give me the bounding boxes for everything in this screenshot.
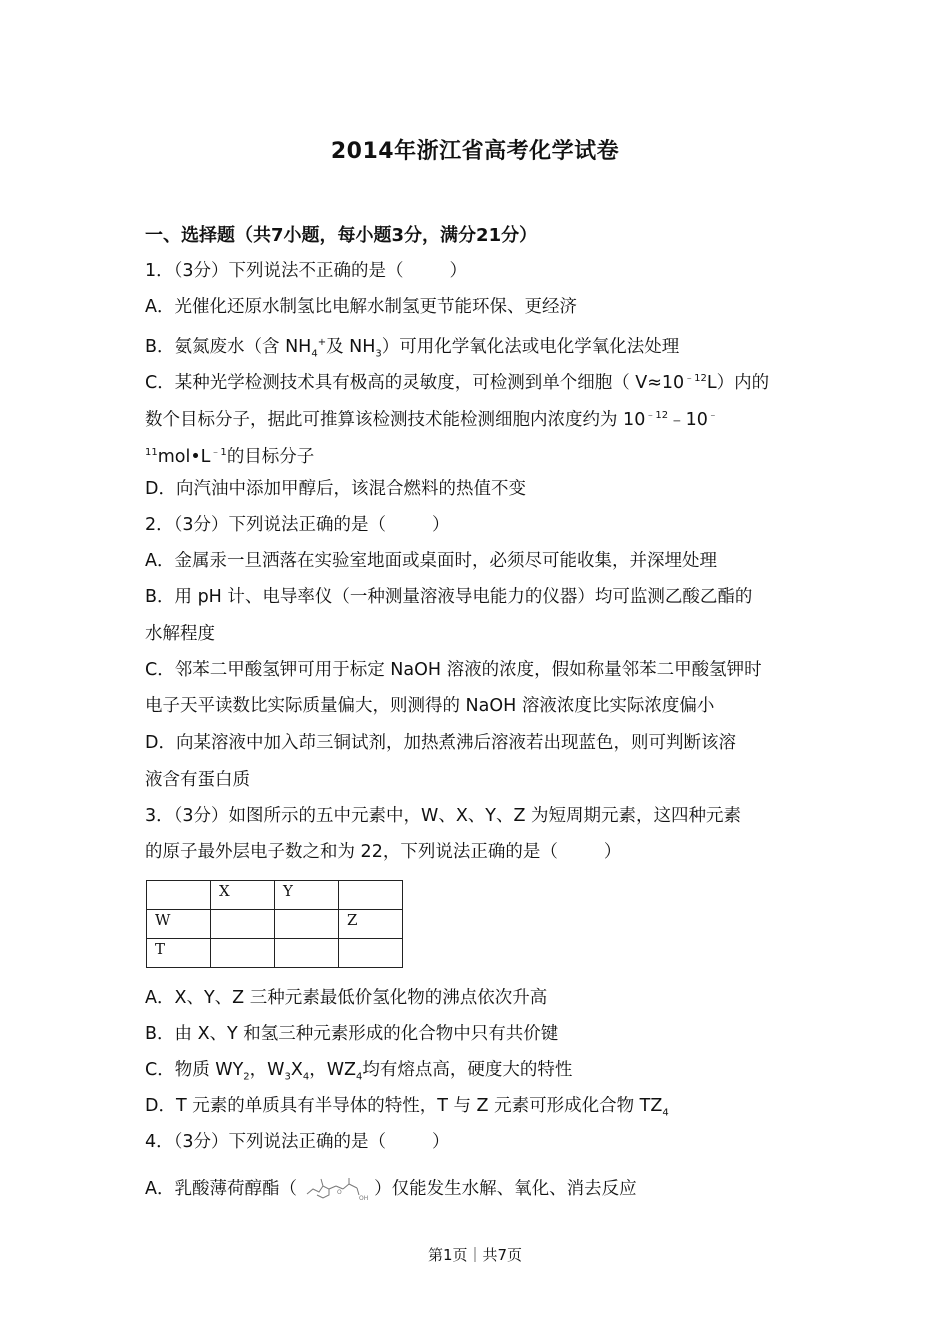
q4-option-a: A．乳酸薄荷醇酯（ OH O ）仅能发生水解、氧化、消去反应 xyxy=(145,1176,637,1202)
q3-option-d: D．T 元素的单质具有半导体的特性，T 与 Z 元素可形成化合物 $TZ_4$ xyxy=(145,1096,669,1119)
table-row xyxy=(147,881,403,910)
q1-option-c-line1: C．某种光学检测技术具有极高的灵敏度，可检测到单个细胞（ $V\approx 10^{﹣12}L$）内的 xyxy=(145,372,770,393)
page-footer: 第1页｜共7页 xyxy=(427,1246,523,1264)
table-cell xyxy=(211,939,275,968)
svg-text:O: O xyxy=(336,1189,342,1196)
table-row xyxy=(147,910,403,939)
periodic-table-fragment xyxy=(146,880,403,968)
molecule-structure-icon xyxy=(303,1176,369,1202)
table-cell xyxy=(275,910,339,939)
table-cell: Z xyxy=(339,910,403,939)
table-cell: W xyxy=(147,910,211,939)
q1-option-c-line3: $^{11}mol•L^{﹣1}$的目标分子 xyxy=(145,446,315,467)
question-1-stem: 1．（3分）下列说法不正确的是（ ） xyxy=(145,261,468,281)
table-row xyxy=(147,939,403,968)
svg-text:OH: OH xyxy=(358,1195,368,1202)
table-cell: X xyxy=(211,881,275,910)
q2-option-b-line1: B．用 pH 计、电导率仪（一种测量溶液导电能力的仪器）均可监测乙酸乙酯的 xyxy=(145,587,753,607)
q3-option-c: C．物质 $WY_2$，$W_3X_4$，$WZ_4$均有熔点高，硬度大的特性 xyxy=(145,1060,573,1083)
q2-option-b-line2: 水解程度 xyxy=(145,624,215,644)
q2-option-c-line1: C．邻苯二甲酸氢钾可用于标定 NaOH 溶液的浓度，假如称量邻苯二甲酸氢钾时 xyxy=(145,660,762,680)
table-cell xyxy=(211,910,275,939)
page-title: 2014年浙江省高考化学试卷 xyxy=(330,139,620,164)
table-cell xyxy=(275,939,339,968)
question-3-stem-line2: 的原子最外层电子数之和为 22，下列说法正确的是（ ） xyxy=(145,842,622,862)
q2-option-c-line2: 电子天平读数比实际质量偏大，则测得的 NaOH 溶液浓度比实际浓度偏小 xyxy=(145,696,715,716)
table-cell xyxy=(339,939,403,968)
question-3-stem-line1: 3．（3分）如图所示的五中元素中，W、X、Y、Z 为短周期元素，这四种元素 xyxy=(145,806,742,826)
q1-option-d: D．向汽油中添加甲醇后，该混合燃料的热值不变 xyxy=(145,479,526,499)
q2-option-a: A．金属汞一旦洒落在实验室地面或桌面时，必须尽可能收集，并深埋处理 xyxy=(145,551,717,571)
q2-option-d-line2: 液含有蛋白质 xyxy=(145,770,250,790)
table-cell: T xyxy=(147,939,211,968)
table-cell: Y xyxy=(275,881,339,910)
section-heading: 一、选择题（共7小题，每小题3分，满分21分） xyxy=(145,225,538,246)
q1-option-a: A．光催化还原水制氢比电解水制氢更节能环保、更经济 xyxy=(145,297,577,317)
q1-option-c-line2: 数个目标分子，据此可推算该检测技术能检测细胞内浓度约为 $10^{﹣12}﹣10^﹣$ xyxy=(145,409,718,430)
question-2-stem: 2．（3分）下列说法正确的是（ ） xyxy=(145,515,450,535)
q3-option-b: B．由 X、Y 和氢三种元素形成的化合物中只有共价键 xyxy=(145,1024,559,1044)
question-4-stem: 4．（3分）下列说法正确的是（ ） xyxy=(145,1132,450,1152)
q2-option-d-line1: D．向某溶液中加入茚三铜试剂，加热煮沸后溶液若出现蓝色，则可判断该溶 xyxy=(145,733,736,753)
q1-option-b: B．氨氮废水（含 $NH_4^+$及 $NH_3$）可用化学氧化法或电化学氧化法处理 xyxy=(145,336,680,360)
q3-option-a: A．X、Y、Z 三种元素最低价氢化物的沸点依次升高 xyxy=(145,988,548,1008)
table-cell xyxy=(339,881,403,910)
table-cell xyxy=(147,881,211,910)
